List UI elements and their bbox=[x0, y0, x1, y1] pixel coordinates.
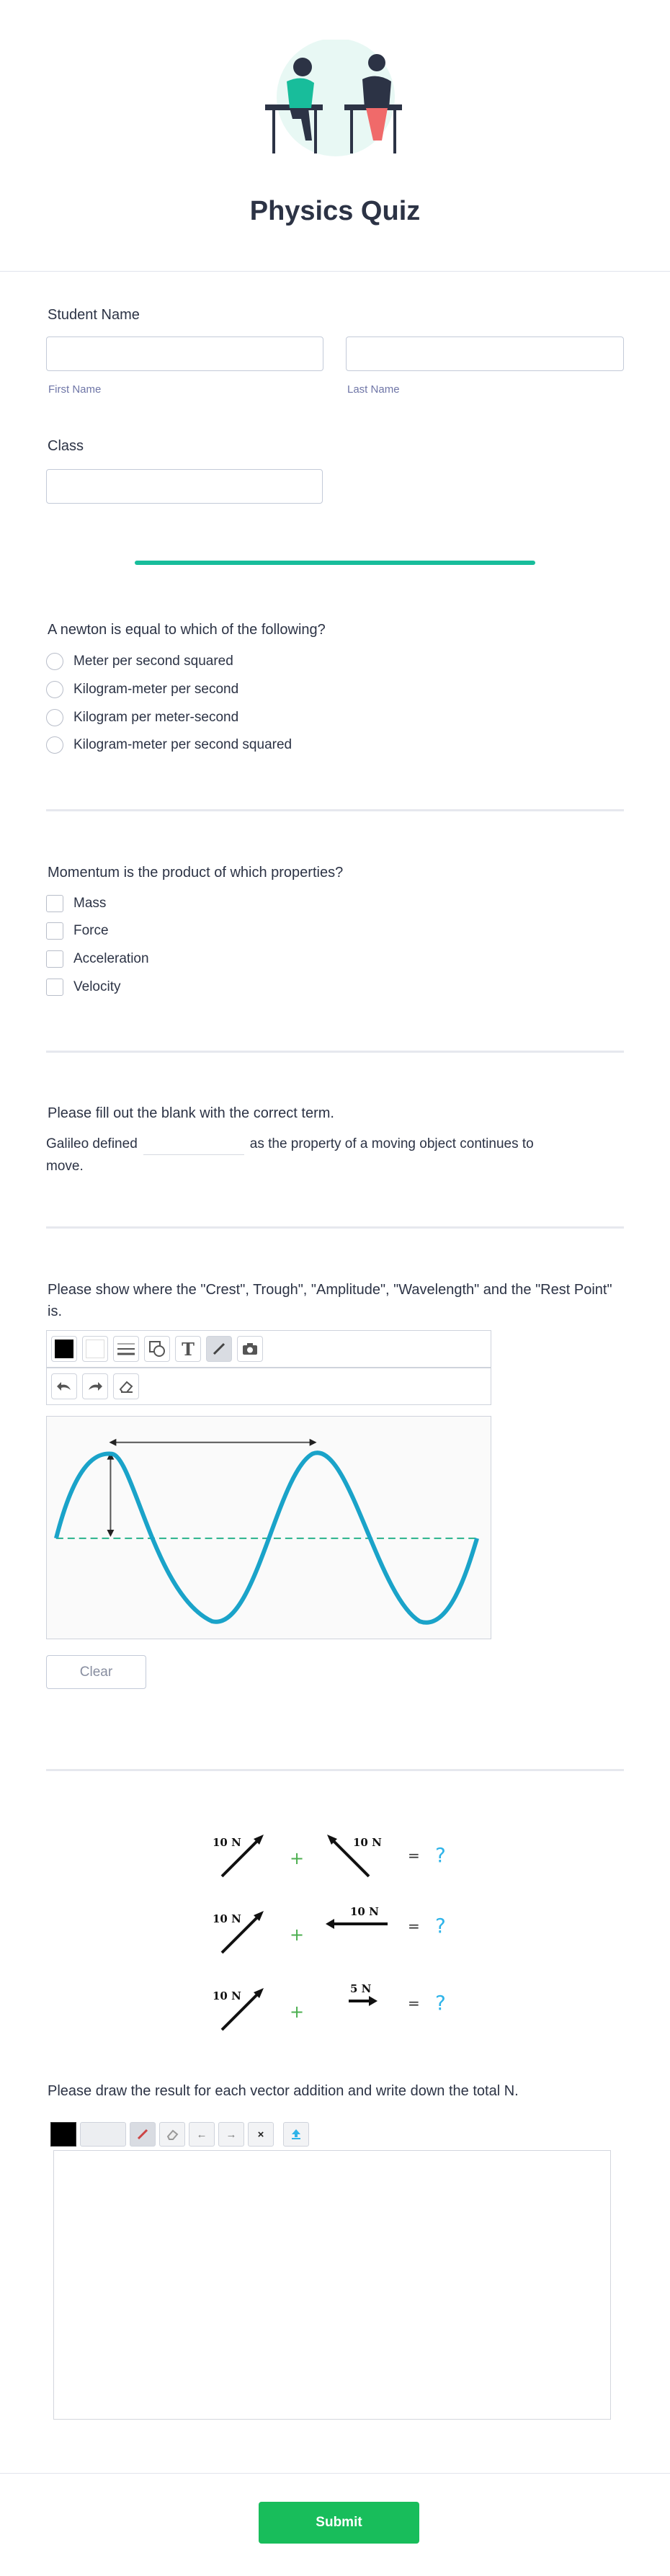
vector-label: 5 N bbox=[350, 1982, 372, 1995]
checkbox[interactable] bbox=[46, 950, 63, 968]
clear-button[interactable]: Clear bbox=[46, 1655, 146, 1689]
divider bbox=[46, 1769, 624, 1771]
equals-sign: = bbox=[408, 1995, 420, 2012]
students-illustration bbox=[258, 40, 413, 169]
color-black-icon[interactable] bbox=[50, 2122, 76, 2147]
vector-drawing-area[interactable] bbox=[53, 2150, 611, 2420]
q5-question: Please draw the result for each vector addition and write down the total N. bbox=[48, 2083, 519, 2099]
last-name-input[interactable] bbox=[346, 337, 624, 371]
q1-question: A newton is equal to which of the following? bbox=[48, 622, 326, 638]
radio-button[interactable] bbox=[46, 653, 63, 670]
fill-in-blank-input[interactable] bbox=[143, 1138, 244, 1155]
color-black-icon[interactable] bbox=[51, 1336, 77, 1362]
vector-row-3 bbox=[209, 1971, 468, 2043]
equals-sign: = bbox=[408, 1917, 420, 1935]
q1-option[interactable]: Kilogram-meter per second squared bbox=[46, 735, 292, 755]
class-label: Class bbox=[48, 438, 84, 454]
vector-label: 10 N bbox=[353, 1836, 382, 1849]
close-icon[interactable]: × bbox=[248, 2122, 274, 2147]
vector-arrow-head bbox=[369, 1996, 378, 2006]
first-name-sublabel: First Name bbox=[48, 383, 102, 396]
last-name-sublabel: Last Name bbox=[347, 383, 400, 396]
plus-sign: + bbox=[290, 1925, 305, 1945]
q2-option[interactable]: Acceleration bbox=[46, 949, 149, 969]
eraser-icon[interactable] bbox=[159, 2122, 185, 2147]
q2-option[interactable]: Force bbox=[46, 921, 109, 941]
result-question-mark: ? bbox=[435, 1991, 446, 2015]
color-white-icon[interactable] bbox=[82, 1336, 108, 1362]
checkbox[interactable] bbox=[46, 979, 63, 996]
shapes-icon[interactable] bbox=[144, 1336, 170, 1362]
submit-button[interactable]: Submit bbox=[259, 2502, 419, 2544]
checkbox[interactable] bbox=[46, 922, 63, 940]
drawing-toolbar-row1 bbox=[46, 1330, 491, 1368]
result-question-mark: ? bbox=[435, 1843, 446, 1867]
vector-row-1 bbox=[209, 1817, 468, 1889]
wavelength-arrow-left-head bbox=[109, 1439, 116, 1446]
q2-question: Momentum is the product of which properties? bbox=[48, 865, 344, 881]
camera-icon[interactable] bbox=[237, 1336, 263, 1362]
divider bbox=[46, 809, 624, 811]
vector-label: 10 N bbox=[213, 1836, 241, 1849]
checkbox[interactable] bbox=[46, 895, 63, 912]
pencil-icon[interactable] bbox=[130, 2122, 156, 2147]
redo-icon[interactable] bbox=[82, 1373, 108, 1399]
fill-in-blank-text: Galileo defined as the property of a moving object continues to move. bbox=[46, 1136, 534, 1174]
equals-sign: = bbox=[408, 1847, 420, 1864]
q1-option[interactable]: Meter per second squared bbox=[46, 651, 233, 672]
q1-option[interactable]: Kilogram-meter per second bbox=[46, 679, 238, 700]
line-width-icon[interactable] bbox=[113, 1336, 139, 1362]
page-break-line bbox=[135, 561, 535, 565]
divider bbox=[46, 1051, 624, 1053]
student-name-label: Student Name bbox=[48, 307, 140, 323]
color-white-icon[interactable] bbox=[80, 2122, 126, 2147]
class-input[interactable] bbox=[46, 469, 323, 504]
q3-question: Please fill out the blank with the correct term. bbox=[48, 1105, 334, 1121]
vector-label: 10 N bbox=[213, 1989, 241, 2002]
drawing-toolbar-small bbox=[50, 2120, 309, 2149]
vector-label: 10 N bbox=[350, 1905, 379, 1918]
q2-option[interactable]: Mass bbox=[46, 893, 106, 914]
redo-icon[interactable]: → bbox=[218, 2122, 244, 2147]
vector-row-2 bbox=[209, 1894, 468, 1966]
form-header bbox=[0, 0, 670, 272]
pencil-icon[interactable] bbox=[206, 1336, 232, 1362]
radio-button[interactable] bbox=[46, 681, 63, 698]
eraser-icon[interactable] bbox=[113, 1373, 139, 1399]
wavelength-arrow-right-head bbox=[310, 1439, 317, 1446]
first-name-input[interactable] bbox=[46, 337, 323, 371]
q1-option[interactable]: Kilogram per meter-second bbox=[46, 708, 238, 728]
undo-icon[interactable]: ← bbox=[189, 2122, 215, 2147]
radio-button[interactable] bbox=[46, 736, 63, 754]
form-title: Physics Quiz bbox=[249, 196, 421, 226]
drawing-toolbar-row2 bbox=[46, 1368, 491, 1405]
q2-option[interactable]: Velocity bbox=[46, 977, 120, 997]
undo-icon[interactable] bbox=[51, 1373, 77, 1399]
download-icon[interactable] bbox=[283, 2122, 309, 2147]
divider bbox=[46, 1226, 624, 1229]
q4-question: Please show where the "Crest", Trough", "Amplitude", "Wavelength" and the "Rest Point" is. bbox=[48, 1282, 612, 1319]
plus-sign: + bbox=[290, 1848, 305, 1868]
radio-button[interactable] bbox=[46, 709, 63, 726]
vector-label: 10 N bbox=[213, 1912, 241, 1925]
vector-arrow-head bbox=[326, 1919, 334, 1929]
drawing-canvas[interactable] bbox=[46, 1416, 491, 1639]
amplitude-arrow-bottom-head bbox=[107, 1530, 114, 1537]
result-question-mark: ? bbox=[435, 1914, 446, 1938]
text-icon[interactable]: T bbox=[175, 1336, 201, 1362]
plus-sign: + bbox=[290, 2002, 305, 2022]
